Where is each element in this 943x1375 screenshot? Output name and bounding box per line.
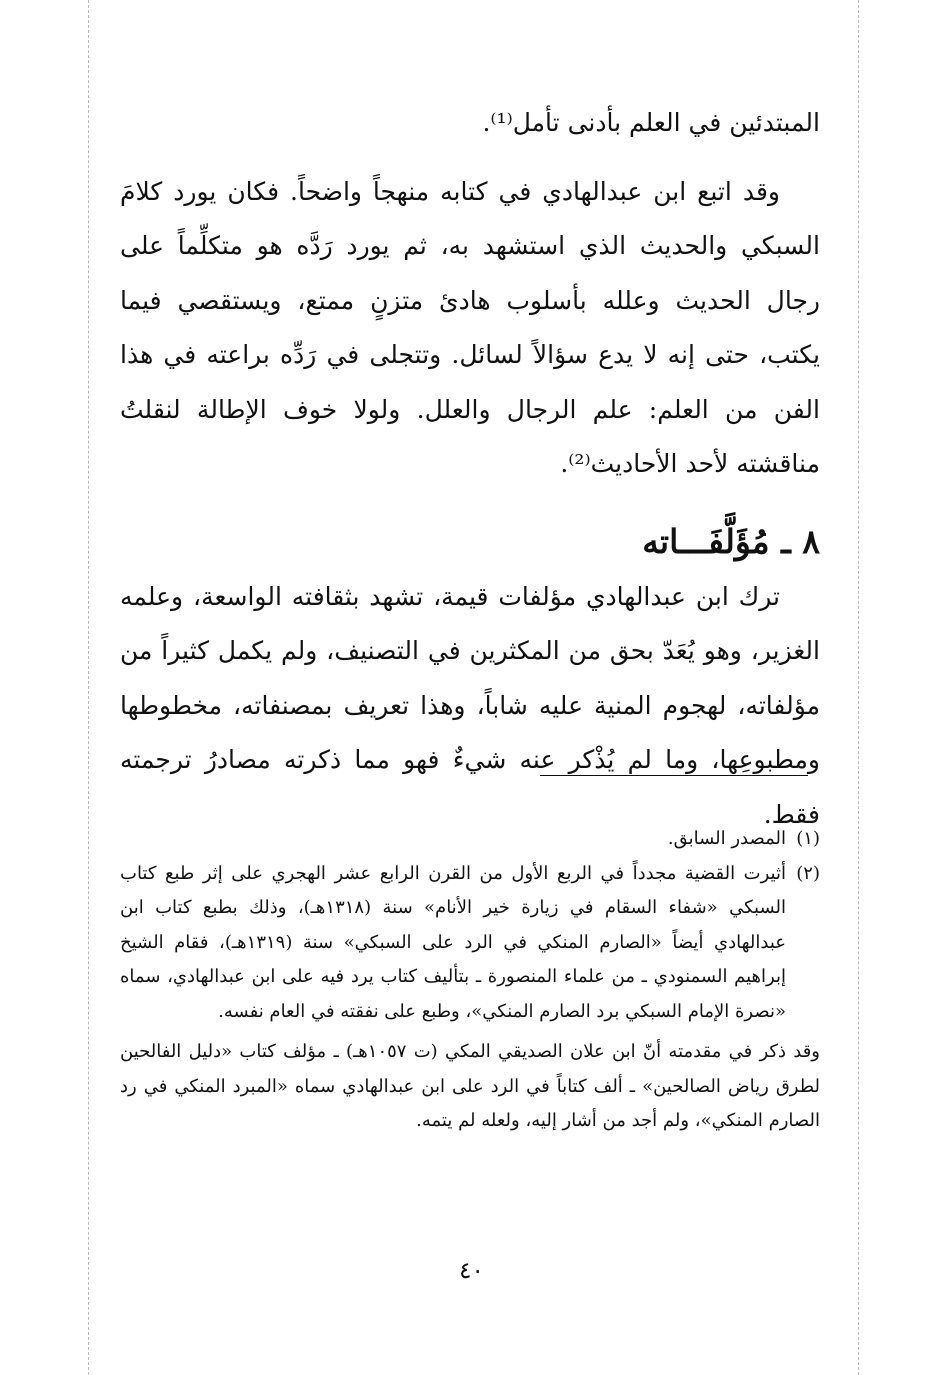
main-text [120, 96, 820, 842]
scan-guide-line-right [858, 0, 859, 1375]
footnote-2-continuation: وقد ذكر في مقدمته أنّ ابن علان الصديقي المكي (ت ١٠٥٧هـ) ـ مؤلف كتاب «دليل الفالحين لطرق رياض الصالحين» ـ ألف كتاباً في الرد على ابن عبدالهادي سماه «المبرد المنكي في رد الصارم المنكي»، ولم أجد من أشار إليه، ولعله لم يتمه. [120, 1041, 821, 1131]
footnote-2-text: أثيرت القضية مجدداً في الربع الأول من القرن الرابع عشر الهجري على إثر طبع كتاب السبكي «شفاء السقام في زيارة خير الأنام» سنة (١٣١٨هـ)، وذلك بطبع كتاب ابن عبدالهادي أيضاً «الصارم المنكي في الرد على السبكي» سنة (١٣١٩هـ)، فقام الشيخ إبراهيم السمنودي ـ من علماء المنصورة ـ بتأليف كتاب يرد فيه على ابن عبدالهادي، سماه «نصرة الإمام السبكي برد الصارم المنكي»، وطبع على نفقته في العام نفسه. [120, 862, 786, 1022]
footnote-2 [120, 857, 820, 1030]
paragraph-works: ترك ابن عبدالهادي مؤلفات قيمة، تشهد بثقافته الواسعة، وعلمه الغزير، وهو يُعَدّ بحق من المكثرين في التصنيف، ولم يكمل كثيراً من مؤلفاته، لهجوم المنية عليه شاباً، وهذا تعريف بمصنفاته، مخطوطها ومطبوعِها، وما لم يُذْكر عنه شيءٌ فهو مما ذكرته مصادرُ ترجمته فقط. [120, 581, 820, 829]
footnotes [120, 822, 820, 1139]
page-number: ٤٠ [459, 1258, 484, 1284]
paragraph-top: المبتدئين في العلم بأدنى تأمل⁽¹⁾. [482, 108, 820, 137]
paragraph-method: وقد اتبع ابن عبدالهادي في كتابه منهجاً واضحاً. فكان يورد كلامَ السبكي والحديث الذي استشهد به، ثم يورد رَدَّه هو متكلِّماً على رجال الحديث وعلله بأسلوب هادئ متزنٍ ممتع، ويستقصي فيما يكتب، حتى إنه لا يدع سؤالاً لسائل. وتتجلى في رَدِّه براعته في هذا الفن من العلم: علم الرجال والعلل. ولولا خوف الإطالة لنقلتُ مناقشته لأحد الأحاديث⁽²⁾. [120, 176, 820, 478]
section-heading: ٨ ـ مُؤَلَّفَـــاته [642, 521, 820, 561]
footnote-separator [540, 775, 808, 776]
footnote-2-number: (٢) [796, 862, 820, 884]
footnote-1 [120, 822, 820, 857]
scan-guide-line-left [88, 0, 89, 1375]
footnote-1-text: المصدر السابق. [667, 828, 786, 849]
footnote-1-number: (١) [796, 828, 820, 849]
